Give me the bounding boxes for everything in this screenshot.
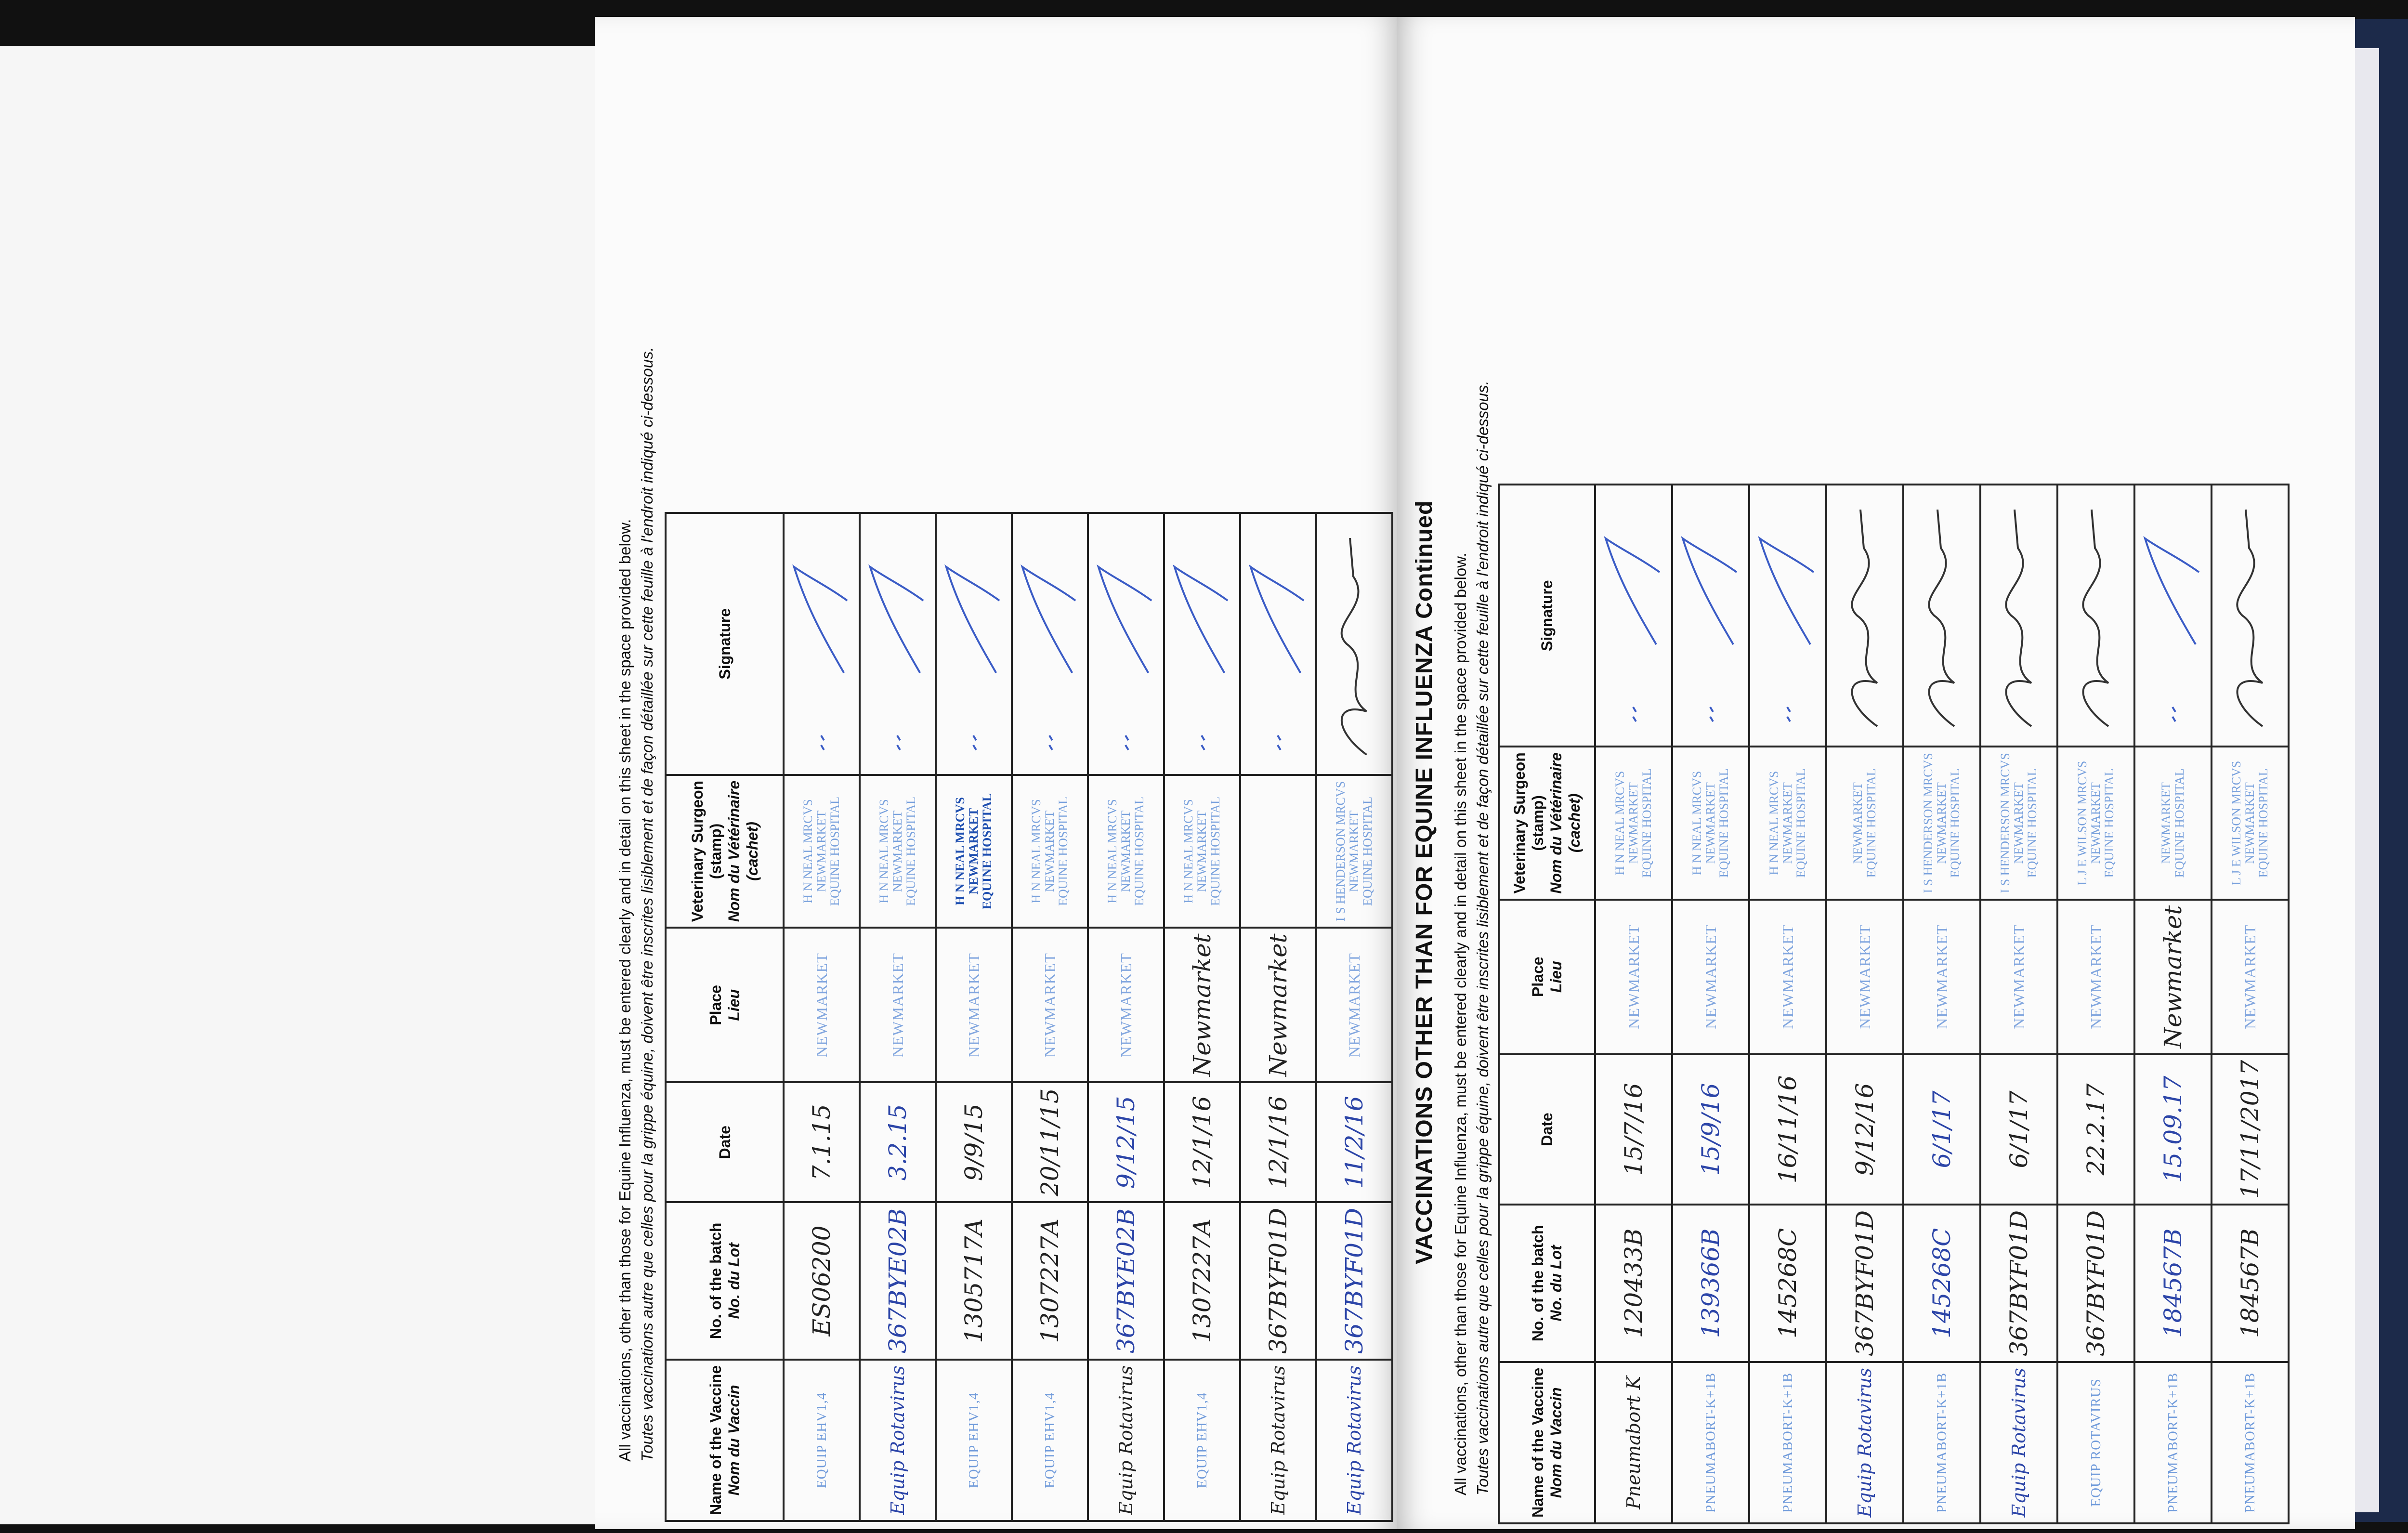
batch-number-cell: 1305717A	[936, 1202, 1012, 1360]
vaccine-name-cell: PNEUMABORT-K+1B	[2212, 1362, 2289, 1523]
vet-stamp-line: NEWMARKET	[1347, 811, 1361, 892]
col-date-header: Date	[1499, 1054, 1595, 1205]
signature-cell	[1672, 485, 1749, 747]
page2-instruction-fr: Toutes vaccinations autre que celles pour la grippe équine, doivent être inscrites lisiblement et de façon détaillée sur cette feuille à l'endroit indiqué ci-dessous.	[1474, 380, 1492, 1495]
vet-stamp-line: NEWMARKET	[1780, 782, 1794, 864]
vet-stamp-line: I S HENDERSON MRCVS	[1921, 753, 1935, 893]
table-row	[1595, 485, 1672, 1523]
vet-stamp-line: EQUINE HOSPITAL	[1794, 768, 1808, 878]
vaccine-name-cell: EQUIP EHV1,4	[1164, 1360, 1240, 1521]
batch-number-cell: 184567B	[2212, 1205, 2289, 1362]
vet-stamp-cell	[1749, 747, 1826, 899]
vet-stamp-line: NEWMARKET	[1119, 811, 1133, 892]
vet-stamp-line: NEWMARKET	[1703, 782, 1717, 864]
table-row	[2057, 485, 2134, 1523]
left-cover-page	[0, 46, 597, 1524]
signature-cell	[784, 513, 860, 775]
handwritten-signature	[787, 519, 854, 769]
col-vet-header: Veterinary Surgeon (stamp) Nom du Vétérinaire (cachet)	[666, 775, 784, 928]
vet-stamp-line: L J E WILSON MRCVS	[2229, 760, 2243, 886]
vaccine-name-cell: Equip Rotavirus	[1316, 1360, 1392, 1521]
vet-stamp-line: NEWMARKET	[1195, 811, 1209, 892]
vet-stamp-line: EQUINE HOSPITAL	[1208, 797, 1222, 906]
vet-stamp-line: H N NEAL MRCVS	[877, 799, 891, 904]
vet-stamp-cell	[1980, 747, 2057, 899]
signature-cell	[2057, 485, 2134, 747]
vet-stamp-cell	[1164, 775, 1240, 928]
col-batch-header: No. of the batch No. du Lot	[666, 1202, 784, 1360]
handwritten-signature	[1599, 490, 1666, 741]
vaccine-name-cell: EQUIP EHV1,4	[784, 1360, 860, 1521]
vet-stamp-line: EQUINE HOSPITAL	[980, 793, 994, 910]
vet-stamp-cell	[860, 775, 936, 928]
vet-stamp-line: H N NEAL MRCVS	[1029, 799, 1043, 904]
vet-stamp-line: EQUINE HOSPITAL	[2102, 768, 2116, 878]
table-row	[1316, 513, 1392, 1521]
vaccine-name-cell: Equip Rotavirus	[1240, 1360, 1316, 1521]
batch-number-cell: 367BYF01D	[1826, 1205, 1903, 1362]
vet-stamp-cell	[1672, 747, 1749, 899]
vaccine-name-cell: EQUIP EHV1,4	[1012, 1360, 1088, 1521]
date-cell: 17/11/2017	[2212, 1054, 2289, 1205]
page-left	[595, 17, 1397, 1529]
vet-stamp-line: H N NEAL MRCVS	[1613, 771, 1627, 876]
vaccination-table-2	[1498, 484, 2290, 1524]
date-cell: 6/1/17	[1903, 1054, 1980, 1205]
batch-number-cell: 139366B	[1672, 1205, 1749, 1362]
page1-table-wrap	[665, 512, 1393, 1522]
vet-stamp-line: H N NEAL MRCVS	[801, 799, 815, 904]
signature-cell	[1012, 513, 1088, 775]
vaccine-name-cell: PNEUMABORT-K+1B	[1903, 1362, 1980, 1523]
date-cell: 9/9/15	[936, 1082, 1012, 1202]
table-row	[2212, 485, 2289, 1523]
batch-number-cell: 1307227A	[1012, 1202, 1088, 1360]
vet-stamp-line: NEWMARKET	[1851, 782, 1865, 864]
place-cell: Newmarket	[1164, 928, 1240, 1082]
vet-stamp-line: NEWMARKET	[814, 811, 828, 892]
place-cell: NEWMARKET	[1980, 900, 2057, 1054]
page2-instruction-en: All vaccinations, other than those for Equine Influenza, must be entered clearly and in detail on this sheet in the space provided below.	[1452, 552, 1469, 1495]
table-row	[784, 513, 860, 1521]
col-batch-header: No. of the batch No. du Lot	[1499, 1205, 1595, 1362]
batch-number-cell: 145268C	[1903, 1205, 1980, 1362]
handwritten-signature	[1168, 519, 1234, 769]
date-cell: 15/9/16	[1672, 1054, 1749, 1205]
vet-stamp-cell	[2134, 747, 2212, 899]
handwritten-signature	[2138, 490, 2206, 741]
vet-stamp-line: I S HENDERSON MRCVS	[1998, 753, 2012, 893]
table-row	[1240, 513, 1316, 1521]
page2-table-wrap	[1498, 484, 2290, 1524]
page-right	[1397, 17, 2355, 1529]
vet-stamp-cell	[1903, 747, 1980, 899]
col-signature-header: Signature	[1499, 485, 1595, 747]
vet-stamp-line: EQUINE HOSPITAL	[2172, 768, 2186, 878]
date-cell: 22.2.17	[2057, 1054, 2134, 1205]
date-cell: 15/7/16	[1595, 1054, 1672, 1205]
vet-stamp-line: EQUINE HOSPITAL	[2025, 768, 2039, 878]
vet-stamp-line: NEWMARKET	[890, 811, 904, 892]
handwritten-signature	[1244, 519, 1310, 769]
vet-stamp-cell	[1595, 747, 1672, 899]
handwritten-signature	[1753, 490, 1820, 741]
col-place-header: Place Lieu	[666, 928, 784, 1082]
table-row	[2134, 485, 2212, 1523]
table-row	[1164, 513, 1240, 1521]
col-date-header: Date	[666, 1082, 784, 1202]
vet-stamp-line: EQUINE HOSPITAL	[904, 797, 918, 906]
batch-number-cell: 367BYE02B	[860, 1202, 936, 1360]
vet-stamp-line: H N NEAL MRCVS	[953, 797, 967, 905]
vet-stamp-line: NEWMARKET	[2243, 782, 2257, 864]
page2-instructions	[1450, 380, 1494, 1495]
date-cell: 12/1/16	[1240, 1082, 1316, 1202]
vet-stamp-line: EQUINE HOSPITAL	[1948, 768, 1962, 878]
batch-number-cell: ES06200	[784, 1202, 860, 1360]
signature-cell	[1749, 485, 1826, 747]
batch-number-cell: 184567B	[2134, 1205, 2212, 1362]
place-cell: NEWMARKET	[1672, 900, 1749, 1054]
table-row	[1826, 485, 1903, 1523]
vet-stamp-line: EQUINE HOSPITAL	[1717, 768, 1731, 878]
place-cell: Newmarket	[2134, 900, 2212, 1054]
vet-stamp-cell	[1826, 747, 1903, 899]
signature-cell	[2134, 485, 2212, 747]
table1-header-row	[666, 513, 784, 1521]
vaccination-table-1	[665, 512, 1393, 1522]
vet-stamp-line: I S HENDERSON MRCVS	[1334, 781, 1348, 922]
handwritten-signature	[1676, 490, 1743, 741]
batch-number-cell: 145268C	[1749, 1205, 1826, 1362]
date-cell: 12/1/16	[1164, 1082, 1240, 1202]
table-row	[1088, 513, 1164, 1521]
vet-stamp-line: H N NEAL MRCVS	[1690, 771, 1704, 876]
date-cell: 15.09.17	[2134, 1054, 2212, 1205]
vet-stamp-line: EQUINE HOSPITAL	[1640, 768, 1654, 878]
date-cell: 9/12/15	[1088, 1082, 1164, 1202]
vet-stamp-line: EQUINE HOSPITAL	[1056, 797, 1070, 906]
vet-stamp-line: H N NEAL MRCVS	[1181, 799, 1195, 904]
vaccine-name-cell: Equip Rotavirus	[1088, 1360, 1164, 1521]
date-cell: 20/11/15	[1012, 1082, 1088, 1202]
vet-stamp-line: EQUINE HOSPITAL	[1132, 797, 1146, 906]
col-vaccine-header: Name of the Vaccine Nom du Vaccin	[1499, 1362, 1595, 1523]
vet-stamp-cell	[1012, 775, 1088, 928]
col-signature-header: Signature	[666, 513, 784, 775]
handwritten-signature	[1092, 519, 1158, 769]
vaccine-name-cell: PNEUMABORT-K+1B	[1672, 1362, 1749, 1523]
vaccine-name-cell: Equip Rotavirus	[1826, 1362, 1903, 1523]
handwritten-signature	[1830, 490, 1898, 741]
vaccine-name-cell: EQUIP EHV1,4	[936, 1360, 1012, 1521]
col-vaccine-header: Name of the Vaccine Nom du Vaccin	[666, 1360, 784, 1521]
place-cell: NEWMARKET	[1012, 928, 1088, 1082]
table-row	[936, 513, 1012, 1521]
batch-number-cell: 367BYF01D	[1316, 1202, 1392, 1360]
vet-stamp-cell	[1316, 775, 1392, 928]
table-row	[1749, 485, 1826, 1523]
batch-number-cell: 367BYE02B	[1088, 1202, 1164, 1360]
date-cell: 6/1/17	[1980, 1054, 2057, 1205]
table-row	[1672, 485, 1749, 1523]
handwritten-signature	[1984, 490, 2052, 741]
batch-number-cell: 367BYF01D	[1240, 1202, 1316, 1360]
place-cell: NEWMARKET	[1903, 900, 1980, 1054]
place-cell: Newmarket	[1240, 928, 1316, 1082]
date-cell: 16/11/16	[1749, 1054, 1826, 1205]
place-cell: NEWMARKET	[1749, 900, 1826, 1054]
vet-stamp-line: EQUINE HOSPITAL	[828, 797, 842, 906]
handwritten-signature	[2215, 490, 2283, 741]
vet-stamp-line: NEWMARKET	[2012, 782, 2026, 864]
col-vet-header: Veterinary Surgeon (stamp) Nom du Vétérinaire (cachet)	[1499, 747, 1595, 899]
page1-instruction-fr: Toutes vaccinations autre que celles pour la grippe équine, doivent être inscrites lisiblement et de façon détaillée sur cette feuille à l'endroit indiqué ci-dessous.	[638, 347, 656, 1462]
batch-number-cell: 120433B	[1595, 1205, 1672, 1362]
date-cell: 3.2.15	[860, 1082, 936, 1202]
vet-stamp-cell	[936, 775, 1012, 928]
table-row	[860, 513, 936, 1521]
vet-stamp-cell	[2057, 747, 2134, 899]
handwritten-signature	[940, 519, 1006, 769]
vaccine-name-cell: Equip Rotavirus	[1980, 1362, 2057, 1523]
place-cell: NEWMARKET	[1826, 900, 1903, 1054]
table2-header-row	[1499, 485, 1595, 1523]
batch-number-cell: 367BYF01D	[2057, 1205, 2134, 1362]
vet-stamp-line: NEWMARKET	[967, 808, 981, 895]
vaccine-name-cell: PNEUMABORT-K+1B	[2134, 1362, 2212, 1523]
batch-number-cell: 1307227A	[1164, 1202, 1240, 1360]
signature-cell	[1316, 513, 1392, 775]
vaccine-name-cell: Pneumabort K	[1595, 1362, 1672, 1523]
col-place-header: Place Lieu	[1499, 900, 1595, 1054]
vaccine-name-cell: Equip Rotavirus	[860, 1360, 936, 1521]
place-cell: NEWMARKET	[2212, 900, 2289, 1054]
date-cell: 11/2/16	[1316, 1082, 1392, 1202]
place-cell: NEWMARKET	[936, 928, 1012, 1082]
place-cell: NEWMARKET	[1088, 928, 1164, 1082]
vet-stamp-cell	[1088, 775, 1164, 928]
page1-instruction-en: All vaccinations, other than those for Equine Influenza, must be entered clearly and in detail on this sheet in the space provided below.	[616, 519, 634, 1462]
vet-stamp-line: EQUINE HOSPITAL	[2256, 768, 2270, 878]
vet-stamp-line: NEWMARKET	[2089, 782, 2103, 864]
handwritten-signature	[1907, 490, 1975, 741]
date-cell: 7.1.15	[784, 1082, 860, 1202]
vaccine-name-cell: PNEUMABORT-K+1B	[1749, 1362, 1826, 1523]
place-cell: NEWMARKET	[1595, 900, 1672, 1054]
handwritten-signature	[864, 519, 930, 769]
vet-stamp-line: H N NEAL MRCVS	[1767, 771, 1781, 876]
vet-stamp-cell	[2212, 747, 2289, 899]
page2-heading: VACCINATIONS OTHER THAN FOR EQUINE INFLUENZA Continued	[1412, 500, 1437, 1264]
signature-cell	[936, 513, 1012, 775]
vet-stamp-line: L J E WILSON MRCVS	[2075, 760, 2089, 886]
table-row	[1012, 513, 1088, 1521]
vet-stamp-line: NEWMARKET	[2159, 782, 2173, 864]
vet-stamp-cell	[784, 775, 860, 928]
signature-cell	[1088, 513, 1164, 775]
batch-number-cell: 367BYF01D	[1980, 1205, 2057, 1362]
signature-cell	[1903, 485, 1980, 747]
page1-instructions	[614, 347, 658, 1462]
signature-cell	[1240, 513, 1316, 775]
right-cover-edge	[2355, 19, 2408, 1522]
vet-stamp-line: NEWMARKET	[1043, 811, 1057, 892]
vet-stamp-line: EQUINE HOSPITAL	[1361, 797, 1374, 906]
signature-cell	[1826, 485, 1903, 747]
handwritten-signature	[2061, 490, 2129, 741]
vaccine-name-cell: EQUIP ROTAVIRUS	[2057, 1362, 2134, 1523]
signature-cell	[860, 513, 936, 775]
signature-cell	[1164, 513, 1240, 775]
vet-stamp-line: EQUINE HOSPITAL	[1864, 768, 1878, 878]
vet-stamp-line: NEWMARKET	[1935, 782, 1949, 864]
place-cell: NEWMARKET	[1316, 928, 1392, 1082]
handwritten-signature	[1016, 519, 1082, 769]
place-cell: NEWMARKET	[2057, 900, 2134, 1054]
handwritten-signature	[1320, 519, 1387, 769]
date-cell: 9/12/16	[1826, 1054, 1903, 1205]
signature-cell	[1595, 485, 1672, 747]
vet-stamp-line: H N NEAL MRCVS	[1105, 799, 1119, 904]
vet-stamp-cell	[1240, 775, 1316, 928]
place-cell: NEWMARKET	[784, 928, 860, 1082]
vet-stamp-line: NEWMARKET	[1626, 782, 1640, 864]
table-row	[1980, 485, 2057, 1523]
signature-cell	[2212, 485, 2289, 747]
signature-cell	[1980, 485, 2057, 747]
table-row	[1903, 485, 1980, 1523]
place-cell: NEWMARKET	[860, 928, 936, 1082]
